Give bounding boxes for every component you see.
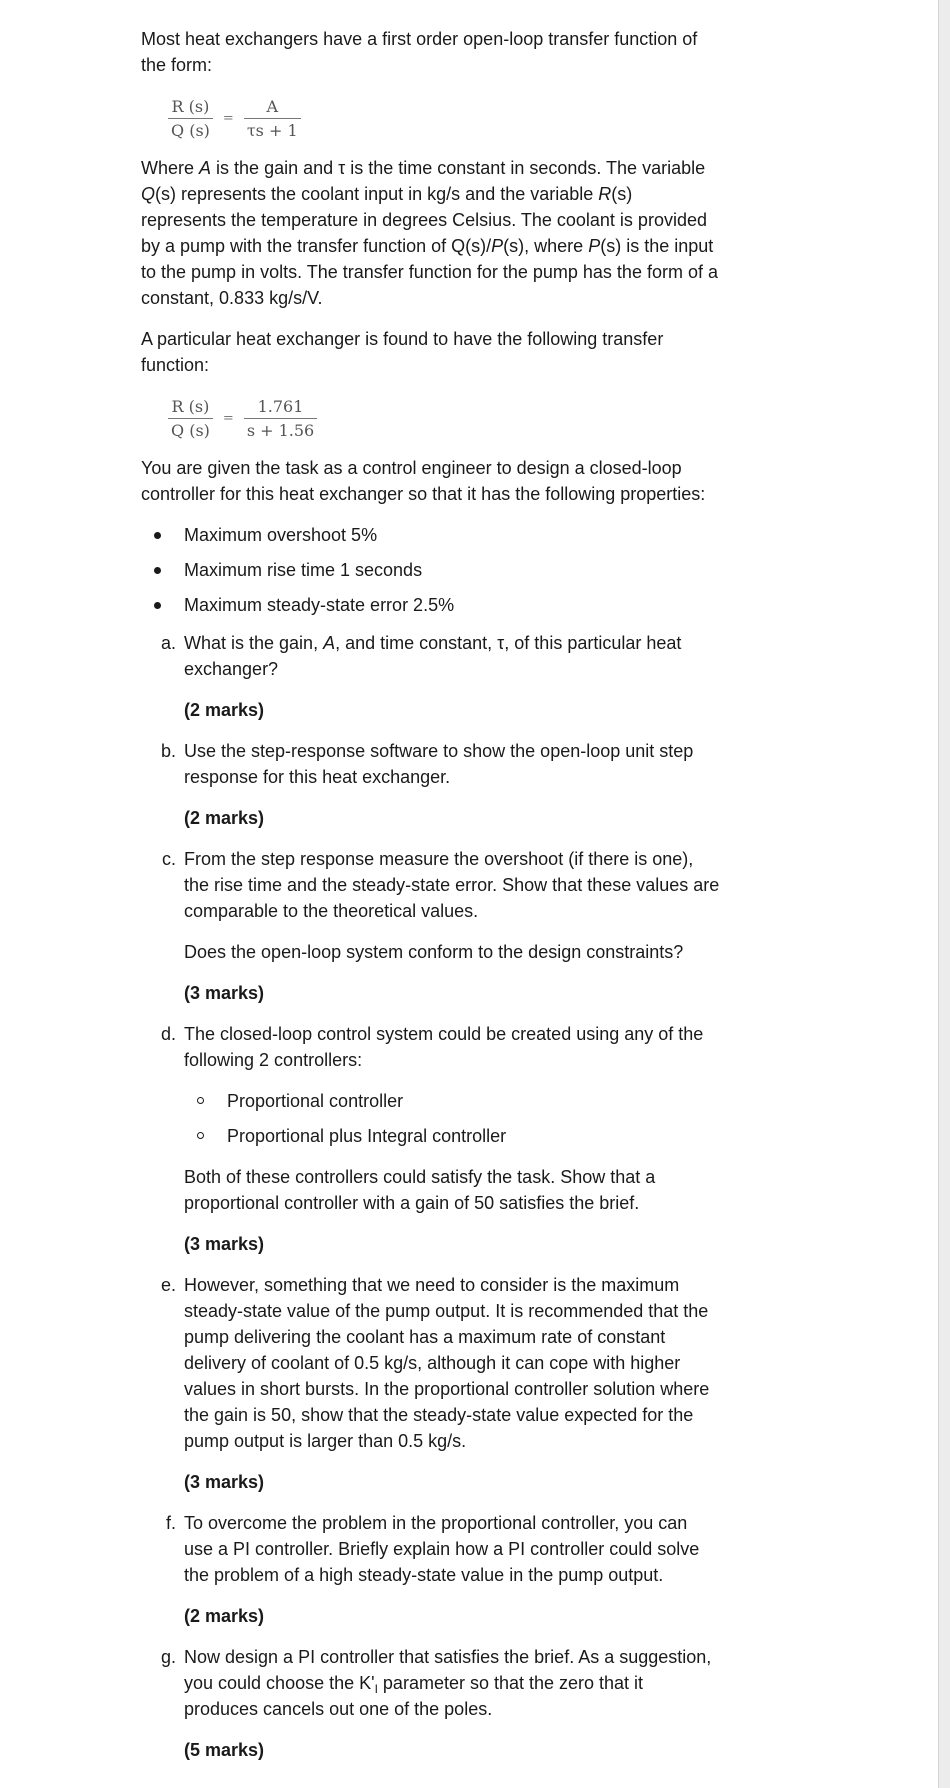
question-d: d. The closed-loop control system could be created using any of the following 2 controllers: Proportional controller Proportional plus Integral controller Both of these controllers could satisfy the task. Show that a proportional controller with a gain of 50 satisfies the brief. (3 marks) [141, 1021, 721, 1257]
intro-paragraph-3: A particular heat exchanger is found to have the following transfer function: [141, 329, 664, 375]
marks: (2 marks) [184, 808, 265, 828]
question-b: b. Use the step-response software to show the open-loop unit step response for this heat exchanger. (2 marks) [141, 738, 721, 831]
marks: (2 marks) [184, 1606, 265, 1626]
marks: (2 marks) [184, 700, 265, 720]
marks: (3 marks) [184, 983, 265, 1003]
question-c: c. From the step response measure the overshoot (if there is one), the rise time and the steady-state error. Show that these values are comparable to the theoretical values. Does the open-loop system conform to the design constraints? (3 marks) [141, 846, 721, 1006]
marks: (5 marks) [184, 1740, 265, 1760]
question-list [141, 630, 721, 1763]
question-g: g. Now design a PI controller that satisfies the brief. As a suggestion, you could choose the $K'_I$ parameter so that the zero that it produces cancels out one of the poles. (5 marks) [141, 1644, 721, 1763]
intro-paragraph-2: Where A is the gain and τ is the time constant in seconds. The variable Q(s) represents the coolant input in kg/s and the variable R(s) represents the temperature in degrees Celsius. The coolant is provided by a pump with the transfer function of Q(s)/P(s), where P(s) is the input to the pump in volts. The transfer function for the pump has the form of a constant, 0.833 kg/s/V. [141, 158, 718, 308]
controller-option: Proportional controller [184, 1088, 721, 1114]
requirement-item: Maximum rise time 1 seconds [141, 557, 721, 583]
vertical-scrollbar[interactable] [938, 0, 950, 1788]
document-body [141, 26, 721, 1778]
marks: (3 marks) [184, 1234, 265, 1254]
requirements-list [141, 522, 721, 618]
requirement-item: Maximum steady-state error 2.5% [141, 592, 721, 618]
question-f: f. To overcome the problem in the proportional controller, you can use a PI controller. Briefly explain how a PI controller could solve the problem of a high steady-state value in the pump output. (2 marks) [141, 1510, 721, 1629]
controller-option: Proportional plus Integral controller [184, 1123, 721, 1149]
intro-paragraph-1: Most heat exchangers have a first order open-loop transfer function of the form: [141, 29, 698, 75]
question-a: a. What is the gain, A, and time constant, τ, of this particular heat exchanger? (2 marks) [141, 630, 721, 723]
question-e: e. However, something that we need to consider is the maximum steady-state value of the pump output. It is recommended that the pump delivering the coolant has a maximum rate of constant delivery of coolant of 0.5 kg/s, although it can cope with higher values in short bursts. In the proportional controller solution where the gain is 50, show that the steady-state value expected for the pump output is larger than 0.5 kg/s. (3 marks) [141, 1272, 721, 1495]
controller-options [184, 1088, 721, 1149]
requirement-item: Maximum overshoot 5% [141, 522, 721, 548]
specific-transfer-function: $\frac{R (s)}{Q (s)}$ = $\frac{1.761}{s + 1.56}$ [168, 393, 721, 443]
intro-paragraph-4: You are given the task as a control engineer to design a closed-loop controller for this heat exchanger so that it has the following properties: [141, 458, 706, 504]
general-transfer-function: $\frac{R (s)}{Q (s)}$ = $\frac{A}{\tau s + 1}$ [168, 93, 721, 143]
marks: (3 marks) [184, 1472, 265, 1492]
